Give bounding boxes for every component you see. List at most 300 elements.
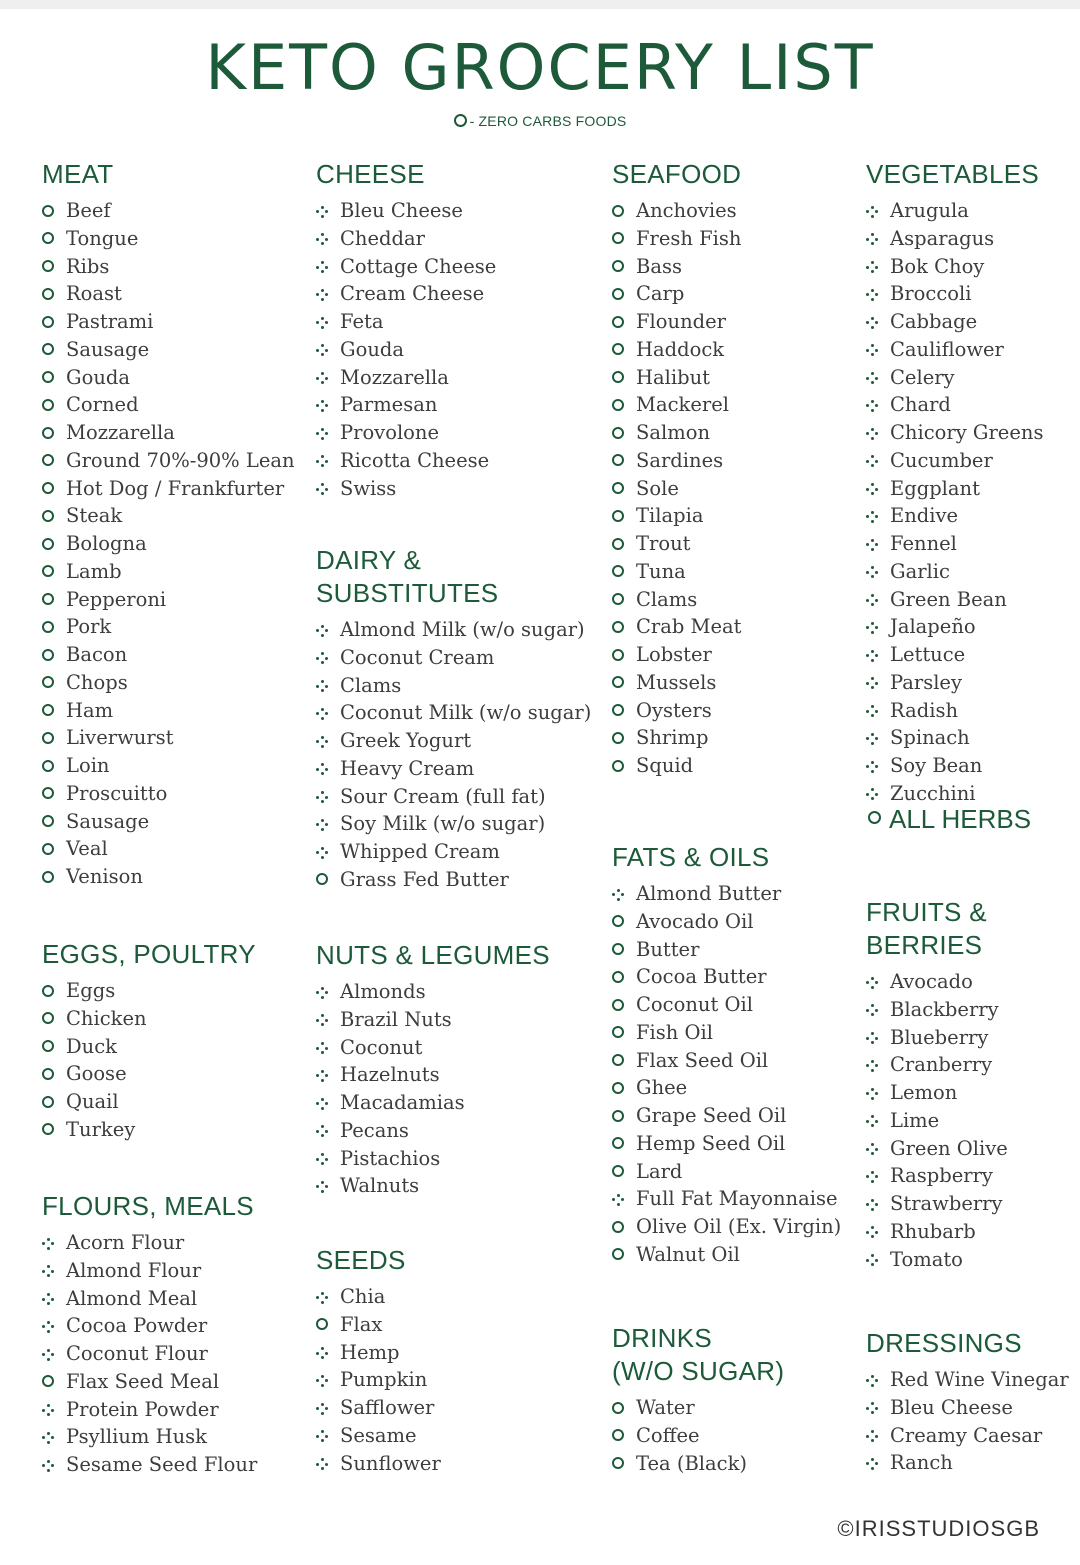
list-item: [612, 613, 742, 641]
zero-carb-ring-icon: [612, 503, 636, 531]
item-label: Tilapia: [636, 504, 704, 528]
list-item: [42, 1005, 256, 1033]
item-label: Chicory Greens: [890, 421, 1044, 444]
item-label: Avocado: [890, 970, 973, 993]
zero-carb-ring-icon: [42, 558, 66, 586]
section-cheese: [316, 158, 496, 502]
item-label: Zucchini: [890, 781, 976, 805]
item-label: Brazil Nuts: [340, 1007, 452, 1031]
zero-carb-ring-icon: [612, 1047, 636, 1075]
list-item: [42, 977, 256, 1005]
list-item: [42, 1423, 257, 1451]
zero-carb-ring-icon: [612, 309, 636, 337]
zero-carb-ring-icon: [612, 614, 636, 642]
item-list: [866, 968, 1008, 1273]
item-label: Cheddar: [340, 226, 425, 250]
four-dot-bullet-icon: [866, 531, 890, 559]
list-item: [316, 391, 496, 419]
four-dot-bullet-icon: [316, 1339, 340, 1367]
list-item: [316, 1366, 441, 1394]
list-item: [866, 1366, 1069, 1394]
legend: [0, 113, 1080, 129]
list-item: [612, 1047, 841, 1075]
item-label: Lemon: [890, 1081, 958, 1104]
list-item: [42, 364, 295, 392]
four-dot-bullet-icon: [316, 700, 340, 728]
item-list: [316, 616, 591, 894]
zero-carb-ring-icon: [42, 475, 66, 503]
item-label: Sour Cream (full fat): [340, 784, 546, 808]
zero-carb-ring-icon: [42, 780, 66, 808]
item-label: Almond Flour: [66, 1258, 202, 1282]
list-item: [612, 391, 742, 419]
four-dot-bullet-icon: [316, 1090, 340, 1118]
list-item: [316, 838, 591, 866]
item-label: Acorn Flour: [66, 1231, 185, 1254]
list-item: [612, 447, 742, 475]
zero-carb-ring-icon: [42, 1116, 66, 1144]
four-dot-bullet-icon: [866, 364, 890, 392]
list-item: [866, 669, 1043, 697]
list-item: [316, 280, 496, 308]
item-label: Grape Seed Oil: [636, 1104, 787, 1127]
list-item: [316, 644, 591, 672]
four-dot-bullet-icon: [316, 447, 340, 475]
zero-carb-ring-icon: [612, 992, 636, 1020]
item-label: Water: [636, 1396, 695, 1419]
item-label: Creamy Caesar: [890, 1423, 1043, 1447]
list-item: [316, 978, 550, 1006]
section-heading: MEAT: [42, 159, 114, 189]
list-item: [316, 727, 591, 755]
item-label: Chops: [66, 670, 128, 694]
item-label: Almond Butter: [636, 882, 782, 905]
list-item: [612, 1422, 784, 1450]
section-heading: SEEDS: [316, 1245, 406, 1275]
list-item: [866, 502, 1043, 530]
item-label: Pork: [66, 615, 112, 639]
zero-carb-ring-icon: [42, 1089, 66, 1117]
section-vegetables: [866, 158, 1043, 808]
zero-carb-ring-icon: [612, 364, 636, 392]
item-label: Garlic: [890, 559, 950, 583]
list-item: [316, 699, 591, 727]
list-item: [316, 419, 496, 447]
all-herbs: [868, 804, 1031, 835]
list-item: [316, 1450, 441, 1478]
list-item: [316, 1061, 550, 1089]
list-item: [42, 1060, 256, 1088]
list-item: [42, 1368, 257, 1396]
item-label: Pistachios: [340, 1146, 441, 1170]
list-item: [612, 724, 742, 752]
list-item: [612, 419, 742, 447]
list-item: [866, 724, 1043, 752]
item-label: Protein Powder: [66, 1397, 219, 1421]
item-label: Sole: [636, 476, 679, 500]
list-item: [316, 755, 591, 783]
zero-carb-ring-icon: [612, 253, 636, 281]
zero-carb-ring-icon: [42, 669, 66, 697]
list-item: [316, 1145, 550, 1173]
all-herbs-label: ALL HERBS: [889, 804, 1032, 834]
list-item: [316, 616, 591, 644]
zero-carb-ring-icon: [42, 1005, 66, 1033]
four-dot-bullet-icon: [866, 1135, 890, 1163]
item-label: Cucumber: [890, 448, 993, 472]
list-item: [42, 1312, 257, 1340]
four-dot-bullet-icon: [866, 309, 890, 337]
item-label: Haddock: [636, 337, 725, 361]
item-label: Gouda: [340, 337, 404, 361]
item-label: Fish Oil: [636, 1020, 713, 1044]
zero-carb-ring-icon: [42, 864, 66, 892]
list-item: [612, 991, 841, 1019]
list-item: [612, 1019, 841, 1047]
zero-carb-ring-icon: [612, 1214, 636, 1242]
four-dot-bullet-icon: [866, 586, 890, 614]
zero-carb-ring-icon: [612, 1103, 636, 1131]
item-label: Coconut Cream: [340, 645, 495, 669]
section-seeds: [316, 1244, 441, 1477]
list-item: [612, 1130, 841, 1158]
four-dot-bullet-icon: [866, 420, 890, 448]
list-item: [42, 1257, 257, 1285]
four-dot-bullet-icon: [866, 253, 890, 281]
list-item: [612, 197, 742, 225]
list-item: [866, 1218, 1008, 1246]
four-dot-bullet-icon: [316, 979, 340, 1007]
item-label: Flax Seed Meal: [66, 1369, 220, 1393]
zero-carb-ring-icon: [612, 586, 636, 614]
list-item: [866, 475, 1043, 503]
four-dot-bullet-icon: [316, 617, 340, 645]
section-heading: SEAFOOD: [612, 159, 742, 189]
list-item: [316, 866, 591, 894]
zero-carb-ring-icon: [612, 908, 636, 936]
four-dot-bullet-icon: [316, 1395, 340, 1423]
item-list: [866, 197, 1043, 808]
zero-carb-ring-icon: [42, 978, 66, 1006]
zero-carb-ring-icon: [612, 225, 636, 253]
list-item: [316, 253, 496, 281]
four-dot-bullet-icon: [316, 475, 340, 503]
section-heading: EGGS, POULTRY: [42, 939, 256, 969]
list-item: [316, 783, 591, 811]
item-label: Bok Choy: [890, 254, 985, 278]
zero-carb-ring-icon: [42, 586, 66, 614]
list-item: [866, 558, 1043, 586]
list-item: [316, 810, 591, 838]
list-item: [612, 225, 742, 253]
item-label: Endive: [890, 504, 959, 528]
four-dot-bullet-icon: [316, 1367, 340, 1395]
list-item: [42, 724, 295, 752]
item-label: Almond Milk (w/o sugar): [340, 618, 585, 641]
list-item: [866, 1135, 1008, 1163]
four-dot-bullet-icon: [316, 783, 340, 811]
item-label: Coffee: [636, 1423, 700, 1447]
list-item: [866, 968, 1008, 996]
list-item: [42, 808, 295, 836]
list-item: [42, 1285, 257, 1313]
item-list: [316, 197, 496, 502]
item-list: [612, 880, 841, 1269]
item-list: [612, 197, 742, 780]
list-item: [316, 1006, 550, 1034]
item-label: Flax Seed Oil: [636, 1048, 769, 1072]
list-item: [316, 308, 496, 336]
list-item: [42, 475, 295, 503]
four-dot-bullet-icon: [866, 1394, 890, 1422]
list-item: [612, 1450, 784, 1478]
list-item: [316, 672, 591, 700]
item-label: Whipped Cream: [340, 840, 500, 863]
item-label: Greek Yogurt: [340, 729, 472, 752]
zero-carb-ring-icon: [612, 936, 636, 964]
list-item: [612, 1394, 784, 1422]
item-label: Hot Dog / Frankfurter: [66, 476, 285, 500]
zero-carb-ring-icon: [612, 447, 636, 475]
zero-carb-ring-icon: [612, 669, 636, 697]
item-label: Soy Milk (w/o sugar): [340, 812, 546, 836]
item-label: Red Wine Vinegar: [890, 1368, 1069, 1391]
item-label: Soy Bean: [890, 754, 983, 777]
list-item: [42, 308, 295, 336]
four-dot-bullet-icon: [316, 253, 340, 281]
list-item: [316, 1311, 441, 1339]
four-dot-bullet-icon: [316, 1284, 340, 1312]
item-label: Blueberry: [890, 1025, 989, 1049]
zero-carb-ring-icon: [42, 420, 66, 448]
zero-carb-ring-icon: [42, 503, 66, 531]
item-label: Strawberry: [890, 1192, 1003, 1215]
list-item: [316, 225, 496, 253]
four-dot-bullet-icon: [316, 420, 340, 448]
item-list: [42, 197, 295, 891]
item-label: Shrimp: [636, 726, 709, 750]
four-dot-bullet-icon: [866, 1052, 890, 1080]
item-label: Rhubarb: [890, 1219, 976, 1243]
item-label: Green Bean: [890, 587, 1007, 611]
item-label: Chicken: [66, 1006, 147, 1030]
item-label: Heavy Cream: [340, 756, 475, 780]
item-label: Chard: [890, 393, 951, 417]
four-dot-bullet-icon: [316, 281, 340, 309]
item-label: Mussels: [636, 670, 717, 694]
zero-carb-ring-icon: [612, 1450, 636, 1478]
list-item: [866, 530, 1043, 558]
item-label: Avocado Oil: [636, 909, 754, 933]
four-dot-bullet-icon: [866, 1191, 890, 1219]
list-item: [866, 1190, 1008, 1218]
four-dot-bullet-icon: [866, 447, 890, 475]
four-dot-bullet-icon: [42, 1452, 66, 1480]
list-item: [866, 225, 1043, 253]
item-label: Walnuts: [340, 1174, 420, 1198]
list-item: [42, 669, 295, 697]
four-dot-bullet-icon: [866, 969, 890, 997]
four-dot-bullet-icon: [866, 697, 890, 725]
item-label: Pecans: [340, 1118, 409, 1142]
four-dot-bullet-icon: [42, 1230, 66, 1258]
section-dairy: [316, 544, 591, 894]
item-label: Full Fat Mayonnaise: [636, 1187, 838, 1211]
list-item: [866, 197, 1043, 225]
top-strip: [0, 0, 1080, 9]
four-dot-bullet-icon: [316, 672, 340, 700]
item-label: Cranberry: [890, 1053, 993, 1077]
item-label: Feta: [340, 310, 384, 333]
list-item: [866, 1107, 1008, 1135]
item-list: [866, 1366, 1069, 1477]
list-item: [866, 336, 1043, 364]
section-heading: NUTS & LEGUMES: [316, 940, 550, 970]
item-label: Jalapeño: [890, 615, 976, 639]
list-item: [42, 391, 295, 419]
list-item: [866, 613, 1043, 641]
list-item: [42, 1116, 256, 1144]
item-label: Trout: [636, 532, 691, 555]
list-item: [866, 364, 1043, 392]
four-dot-bullet-icon: [612, 881, 636, 909]
item-label: Lime: [890, 1108, 940, 1132]
page-title: KETO GROCERY LIST: [205, 31, 875, 104]
list-item: [612, 880, 841, 908]
item-label: Tomato: [890, 1247, 963, 1271]
item-label: Fennel: [890, 532, 957, 555]
list-item: [42, 1229, 257, 1257]
zero-carb-ring-icon: [42, 336, 66, 364]
zero-carb-ring-icon: [612, 964, 636, 992]
zero-carb-ring-icon: [42, 225, 66, 253]
item-label: Beef: [66, 199, 111, 222]
four-dot-bullet-icon: [866, 392, 890, 420]
item-label: Steak: [66, 504, 123, 528]
four-dot-bullet-icon: [42, 1313, 66, 1341]
list-item: [866, 641, 1043, 669]
item-list: [42, 977, 256, 1144]
four-dot-bullet-icon: [316, 1422, 340, 1450]
item-label: Flax: [340, 1312, 383, 1336]
zero-carb-ring-icon: [612, 697, 636, 725]
item-label: Bologna: [66, 532, 147, 555]
item-label: Veal: [66, 837, 108, 861]
item-label: Sardines: [636, 448, 724, 472]
list-item: [316, 1422, 441, 1450]
four-dot-bullet-icon: [316, 225, 340, 253]
four-dot-bullet-icon: [866, 475, 890, 503]
zero-carb-ring-icon: [42, 697, 66, 725]
item-label: Tongue: [66, 226, 139, 250]
item-label: Proscuitto: [66, 781, 168, 805]
item-label: Bleu Cheese: [890, 1395, 1013, 1419]
zero-carb-ring-icon: [612, 336, 636, 364]
list-item: [42, 280, 295, 308]
zero-carb-ring-icon: [612, 725, 636, 753]
item-label: Carp: [636, 282, 685, 306]
four-dot-bullet-icon: [316, 1034, 340, 1062]
list-item: [612, 908, 841, 936]
item-label: Mozzarella: [66, 421, 175, 444]
item-label: Coconut Oil: [636, 993, 753, 1016]
zero-carb-ring-icon: [42, 1061, 66, 1089]
list-item: [42, 1396, 257, 1424]
list-item: [612, 280, 742, 308]
four-dot-bullet-icon: [316, 1062, 340, 1090]
item-list: [42, 1229, 257, 1479]
list-item: [612, 697, 742, 725]
item-label: Squid: [636, 754, 694, 777]
list-item: [866, 1422, 1069, 1450]
item-label: Corned: [66, 393, 139, 417]
zero-carb-ring-icon: [42, 281, 66, 309]
zero-carb-ring-icon: [42, 392, 66, 420]
list-item: [866, 1024, 1008, 1052]
item-label: Salmon: [636, 421, 711, 444]
list-item: [866, 1079, 1008, 1107]
list-item: [316, 336, 496, 364]
four-dot-bullet-icon: [866, 198, 890, 226]
zero-carb-ring-icon: [42, 253, 66, 281]
item-list: [316, 1283, 441, 1477]
zero-carb-ring-icon: [42, 309, 66, 337]
section-heading: VEGETABLES: [866, 159, 1040, 189]
list-item: [42, 225, 295, 253]
item-label: Sesame: [340, 1423, 417, 1447]
zero-carb-ring-icon: [42, 725, 66, 753]
zero-carb-ring-icon: [612, 642, 636, 670]
list-item: [42, 447, 295, 475]
item-label: Cottage Cheese: [340, 254, 497, 278]
item-list: [612, 1394, 784, 1477]
zero-carb-ring-icon: [42, 364, 66, 392]
list-item: [42, 1088, 256, 1116]
section-heading: DAIRY & SUBSTITUTES: [316, 545, 499, 608]
item-label: Almonds: [340, 980, 426, 1003]
list-item: [866, 1394, 1069, 1422]
item-label: Cabbage: [890, 310, 978, 333]
zero-carb-ring-icon: [612, 1075, 636, 1103]
item-label: Ricotta Cheese: [340, 448, 490, 472]
list-item: [612, 1102, 841, 1130]
zero-carb-ring-icon: [42, 1368, 66, 1396]
list-item: [42, 502, 295, 530]
list-item: [316, 475, 496, 503]
list-item: [42, 613, 295, 641]
zero-carb-ring-icon: [612, 558, 636, 586]
item-label: Parsley: [890, 670, 962, 694]
list-item: [42, 1340, 257, 1368]
zero-carb-ring-icon: [316, 866, 340, 894]
item-label: Sunflower: [340, 1451, 441, 1475]
item-label: Ribs: [66, 254, 110, 278]
item-label: Asparagus: [890, 226, 995, 250]
zero-carb-ring-icon: [42, 198, 66, 226]
list-item: [866, 253, 1043, 281]
list-item: [612, 936, 841, 964]
four-dot-bullet-icon: [866, 1107, 890, 1135]
zero-carb-ring-icon: [612, 1130, 636, 1158]
four-dot-bullet-icon: [866, 1024, 890, 1052]
four-dot-bullet-icon: [866, 225, 890, 253]
four-dot-bullet-icon: [316, 1145, 340, 1173]
item-label: Fresh Fish: [636, 226, 742, 250]
four-dot-bullet-icon: [866, 281, 890, 309]
item-label: Gouda: [66, 365, 130, 389]
item-label: Coconut Milk (w/o sugar): [340, 701, 592, 725]
list-item: [42, 780, 295, 808]
